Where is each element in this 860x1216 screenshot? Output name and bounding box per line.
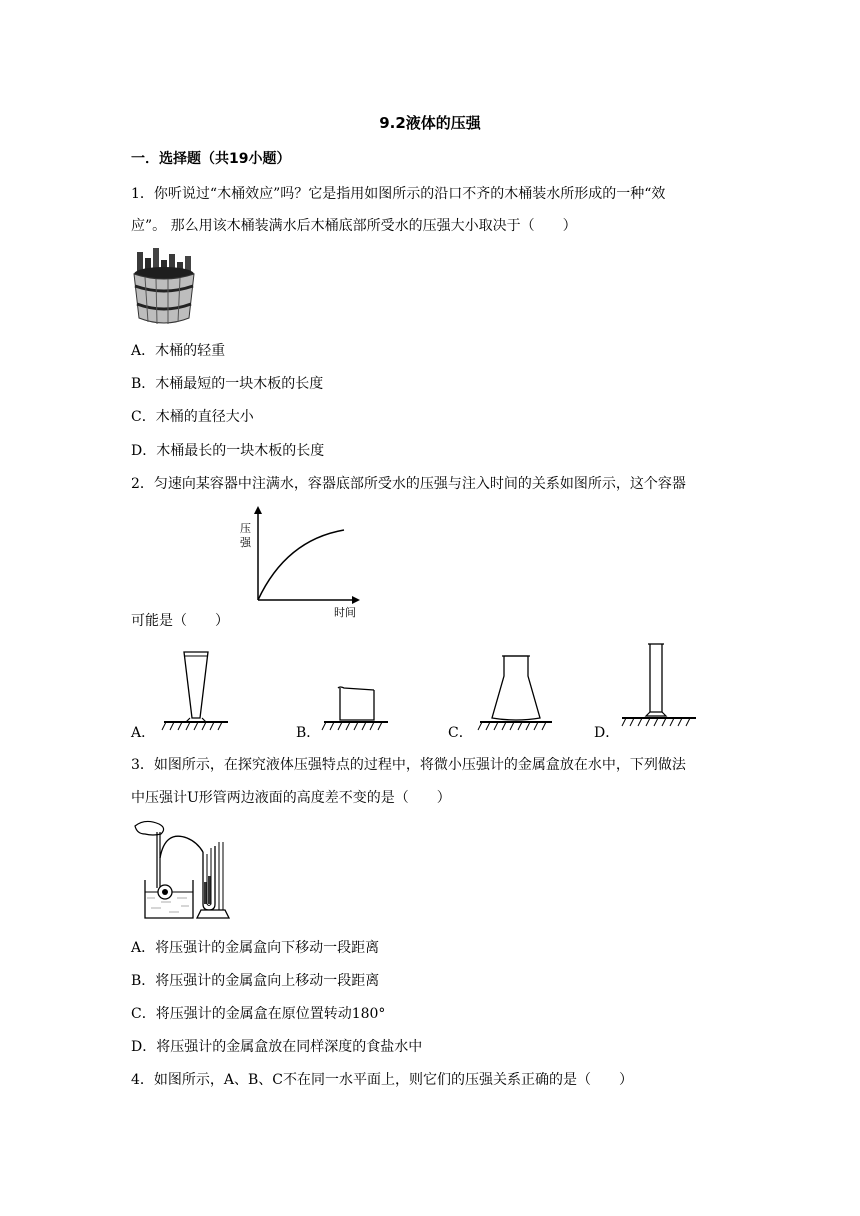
- q2-option-c: C．: [448, 725, 473, 741]
- section-heading: 一．选择题（共19小题）: [131, 151, 291, 167]
- container-tapered-cylinder: [160, 646, 232, 732]
- q1-option-c: C．木桶的直径大小: [131, 409, 254, 425]
- pressure-time-graph: [236, 506, 366, 618]
- pressure-curve: [258, 530, 344, 600]
- q1-stem-line1: 1．你听说过“木桶效应”吗？它是指用如图所示的沿口不齐的木桶装水所形成的一种“效: [131, 186, 666, 202]
- graph-ylabel-1: 压: [240, 522, 251, 535]
- q3-option-c: C．将压强计的金属盒在原位置转动180°: [131, 1006, 386, 1022]
- q2-option-a: A．: [131, 725, 156, 741]
- container-beaker: [320, 646, 392, 732]
- q1-option-a: A．木桶的轻重: [131, 343, 226, 359]
- q1-option-b: B．木桶最短的一块木板的长度: [131, 376, 324, 392]
- graph-xlabel: 时间: [334, 606, 356, 619]
- graph-ylabel-2: 强: [240, 536, 251, 549]
- q3-stem-line1: 3．如图所示，在探究液体压强特点的过程中，将微小压强计的金属盒放在水中，下列做法: [131, 757, 686, 773]
- q3-option-d: D．将压强计的金属盒放在同样深度的食盐水中: [131, 1039, 423, 1055]
- container-graduated-cylinder: [620, 640, 700, 730]
- wooden-bucket-figure: [131, 246, 197, 328]
- container-conical-flask: [476, 646, 556, 732]
- q1-stem-line2: 应”。 那么用该木桶装满水后木桶底部所受水的压强大小取决于（ ）: [131, 218, 577, 234]
- q2-option-b: B．: [296, 725, 321, 741]
- q2-stem-line2: 可能是（ ）: [131, 613, 229, 629]
- q3-option-b: B．将压强计的金属盒向上移动一段距离: [131, 973, 380, 989]
- q3-stem-line2: 中压强计U形管两边液面的高度差不变的是（ ）: [131, 790, 451, 806]
- hand: [135, 821, 164, 835]
- q2-stem-line1: 2．匀速向某容器中注满水，容器底部所受水的压强与注入时间的关系如图所示，这个容器: [131, 476, 686, 492]
- q4-stem-line1: 4．如图所示，A、B、C不在同一水平面上，则它们的压强关系正确的是（ ）: [131, 1072, 634, 1088]
- q1-option-d: D．木桶最长的一块木板的长度: [131, 443, 325, 459]
- page-title: 9.2液体的压强: [379, 114, 481, 132]
- pressure-gauge-experiment-figure: [131, 818, 241, 924]
- q3-option-a: A．将压强计的金属盒向下移动一段距离: [131, 940, 380, 956]
- q2-option-d: D．: [594, 725, 620, 741]
